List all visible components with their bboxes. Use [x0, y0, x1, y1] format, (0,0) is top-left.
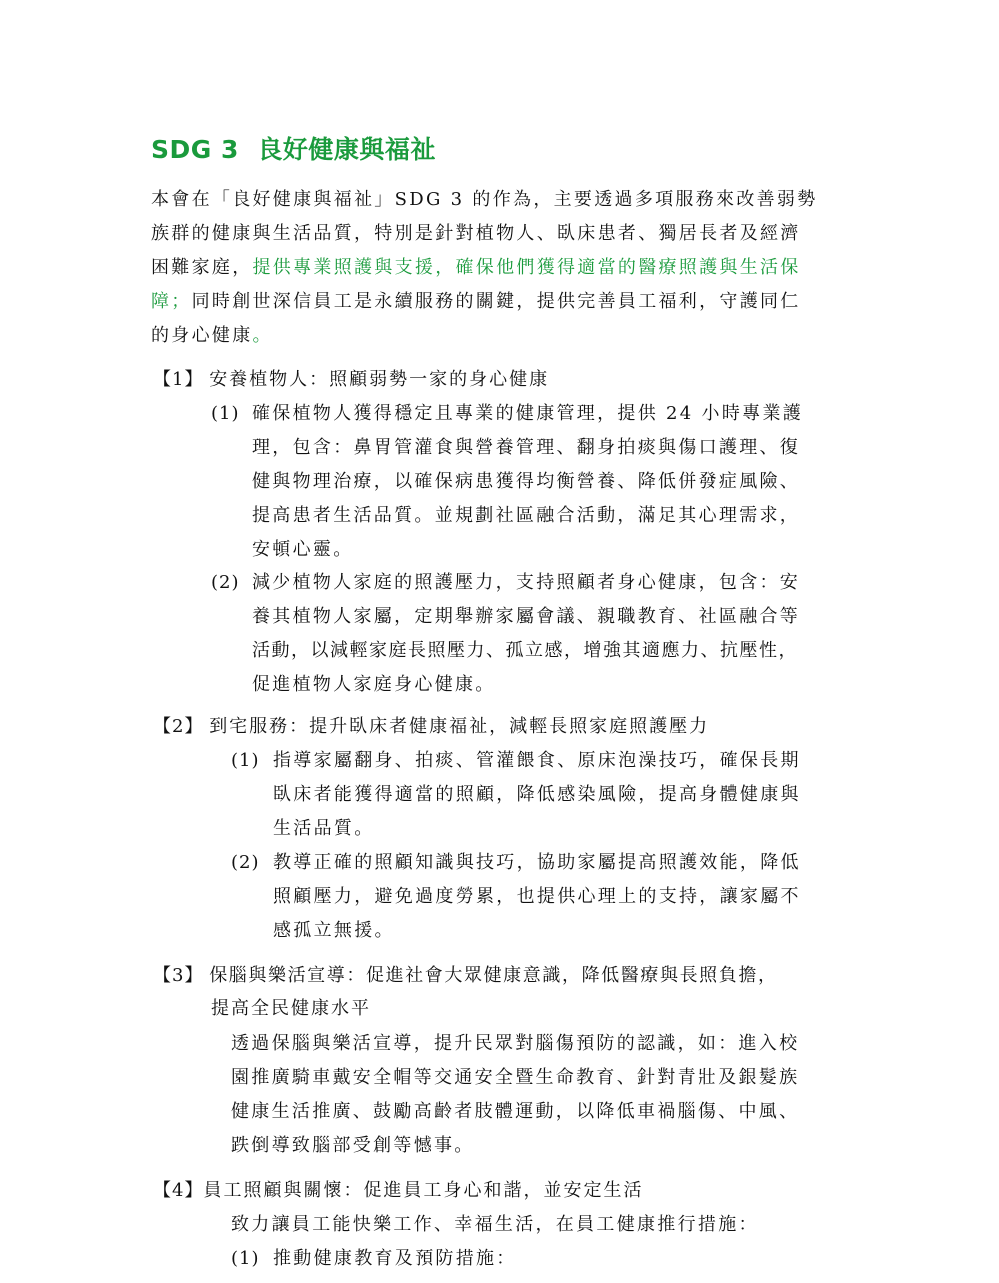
intro-highlight-3: 。: [252, 325, 273, 346]
section-3-title-line-1: 保腦與樂活宣導：促進社會大眾健康意識，降低醫療與長照負擔，: [209, 965, 778, 986]
section-2-title: 到宅服務：提升臥床者健康福祉，減輕長照家庭照護壓力: [209, 716, 710, 737]
s1-item-1-number: (1): [211, 403, 240, 424]
s1-item-1-line-1: 確保植物人獲得穩定且專業的健康管理，提供 24 小時專業護: [252, 403, 804, 424]
s3-paragraph-line-2: 園推廣騎車戴安全帽等交通安全暨生命教育、針對青壯及銀髮族: [231, 1067, 800, 1088]
s2-item-2-line-2: 照顧壓力，避免過度勞累，也提供心理上的支持，讓家屬不: [273, 886, 801, 907]
s1-item-2-number: (2): [211, 572, 240, 593]
s3-paragraph-line-3: 健康生活推廣、鼓勵高齡者肢體運動，以降低車禍腦傷、中風、: [231, 1101, 800, 1122]
section-2-heading: [153, 717, 709, 737]
s1-item-1-line-5: 安頓心靈。: [252, 539, 354, 560]
s1-item-1-line-4: 提高患者生活品質。並規劃社區融合活動，滿足其心理需求，: [252, 505, 801, 526]
section-3-title-line-2: 提高全民健康水平: [211, 998, 371, 1019]
s1-item-2-line-1: 減少植物人家庭的照護壓力，支持照顧者身心健康，包含：安: [252, 572, 801, 593]
s4-item-1-text: 推動健康教育及預防措施：: [273, 1248, 517, 1269]
s1-item-2-line-4: 促進植物人家庭身心健康。: [252, 674, 496, 695]
intro-highlight-2: 障；: [151, 291, 192, 312]
section-1-number: 【1】: [153, 369, 204, 390]
intro-line-5-plain: 的身心健康: [151, 325, 253, 346]
s4-item-1-number: (1): [231, 1248, 260, 1269]
s3-paragraph-line-1: 透過保腦與樂活宣導，提升民眾對腦傷預防的認識，如：進入校: [231, 1033, 800, 1054]
intro-highlight-1: 提供專業照護與支援，確保他們獲得適當的醫療照護與生活保: [252, 257, 801, 278]
sdg-label: SDG 3: [151, 135, 239, 164]
intro-line-4-plain: 同時創世深信員工是永續服務的關鍵，提供完善員工福利，守護同仁: [191, 291, 801, 312]
s1-item-1-line-2: 理，包含：鼻胃管灌食與營養管理、翻身拍痰與傷口護理、復: [252, 437, 801, 458]
section-4-heading: [153, 1181, 643, 1201]
s3-paragraph-line-4: 跌倒導致腦部受創等憾事。: [231, 1135, 475, 1156]
section-4-number: 【4】: [153, 1180, 204, 1201]
intro-line-3: [151, 258, 801, 278]
intro-line-1: 本會在「良好健康與福祉」SDG 3 的作為，主要透過多項服務來改善弱勢: [151, 189, 818, 210]
intro-line-3-plain: 困難家庭，: [151, 257, 253, 278]
section-1-title: 安養植物人：照顧弱勢一家的身心健康: [209, 369, 550, 390]
intro-line-2: 族群的健康與生活品質，特別是針對植物人、臥床患者、獨居長者及經濟: [151, 223, 801, 244]
s2-item-1-line-2: 臥床者能獲得適當的照顧，降低感染風險，提高身體健康與: [273, 784, 801, 805]
s1-item-1-line-3: 健與物理治療，以確保病患獲得均衡營養、降低併發症風險、: [252, 471, 801, 492]
intro-line-5: [151, 326, 273, 346]
s2-item-1-line-3: 生活品質。: [273, 818, 375, 839]
s2-item-2-number: (2): [231, 852, 260, 873]
s2-item-1-number: (1): [231, 750, 260, 771]
s2-item-1-line-1: 指導家屬翻身、拍痰、管灌餵食、原床泡澡技巧，確保長期: [273, 750, 801, 771]
section-3-heading: [153, 966, 778, 986]
section-4-title: 員工照顧與關懷：促進員工身心和諧，並安定生活: [203, 1180, 644, 1201]
s1-item-2-line-3: 活動，以減輕家庭長照壓力、孤立感，增強其適應力、抗壓性，: [252, 640, 798, 661]
s2-item-2-line-1: 教導正確的照顧知識與技巧，協助家屬提高照護效能，降低: [273, 852, 801, 873]
page-title: [151, 130, 436, 166]
section-1-heading: [153, 370, 549, 390]
s2-item-2-line-3: 感孤立無援。: [273, 920, 395, 941]
s4-paragraph-line-1: 致力讓員工能快樂工作、幸福生活，在員工健康推行措施：: [231, 1214, 759, 1235]
sdg-name: 良好健康與福祉: [257, 135, 436, 164]
section-3-number: 【3】: [153, 965, 204, 986]
section-2-number: 【2】: [153, 716, 204, 737]
intro-line-4: [151, 292, 801, 312]
s1-item-2-line-2: 養其植物人家屬，定期舉辦家屬會議、親職教育、社區融合等: [252, 606, 801, 627]
